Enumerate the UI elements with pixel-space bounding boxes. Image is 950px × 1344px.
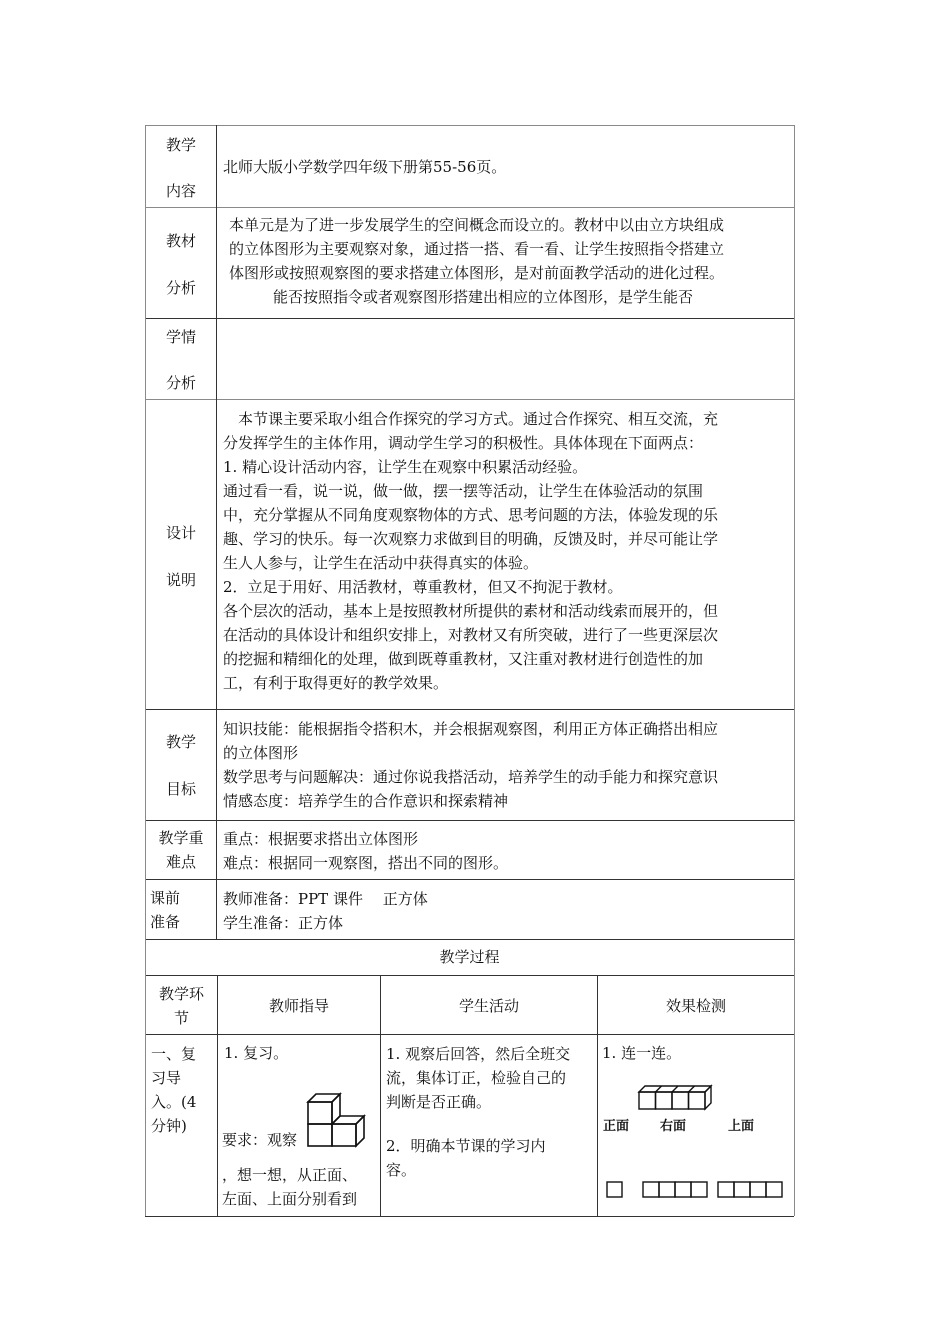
keypoints-line: 难点：根据同一观察图，搭出不同的图形。 bbox=[223, 854, 509, 872]
keypoints-text bbox=[223, 827, 508, 875]
goals-label-top: 教学 bbox=[165, 733, 196, 751]
textbook-label-bottom: 分析 bbox=[165, 279, 196, 297]
stage-line: 入。(4 bbox=[151, 1093, 197, 1111]
row-divider bbox=[145, 318, 794, 319]
student-text bbox=[386, 1042, 570, 1182]
design-explanation-text bbox=[223, 407, 718, 695]
stage-line: 一、复 bbox=[151, 1045, 197, 1063]
teacher-line: 左面、上面分别看到 bbox=[222, 1190, 358, 1208]
textbook-line: 体图形或按照观察图的要求搭建立体图形，是对前面教学活动的进化过程。 bbox=[229, 264, 725, 282]
design-line: 本节课主要采取小组合作探究的学习方式。通过合作探究、相互交流，充 bbox=[238, 410, 719, 428]
header-teacher: 教师指导 bbox=[268, 997, 329, 1015]
design-line: 在活动的具体设计和组织安排上，对教材又有所突破，进行了一些更深层次 bbox=[223, 626, 719, 644]
process-title: 教学过程 bbox=[439, 948, 500, 966]
teacher-item: 1. 复习。 bbox=[224, 1044, 289, 1062]
goals-label-bottom: 目标 bbox=[165, 780, 196, 798]
row-divider bbox=[145, 879, 794, 880]
row-divider bbox=[145, 1034, 794, 1035]
stage-text bbox=[151, 1042, 196, 1138]
table-bottom-border bbox=[145, 1216, 794, 1217]
textbook-line: 本单元是为了进一步发展学生的空间概念而设立的。教材中以由立方块组成 bbox=[229, 216, 725, 234]
textbook-analysis-text bbox=[229, 213, 724, 309]
design-line: 分发挥学生的主体作用，调动学生学习的积极性。具体体现在下面两点： bbox=[223, 434, 704, 452]
cube-figure bbox=[306, 1088, 366, 1148]
content-text: 北师大版小学数学四年级下册第55-56页。 bbox=[223, 158, 507, 176]
cube-row-icon bbox=[639, 1086, 711, 1109]
header-student: 学生活动 bbox=[458, 997, 519, 1015]
design-line: 中，充分掌握从不同角度观察物体的方式、思考问题的方法，体验发现的乐 bbox=[223, 506, 719, 524]
prep-label-bottom: 准备 bbox=[150, 913, 181, 931]
header-check: 效果检测 bbox=[665, 997, 726, 1015]
teacher-requirement: 要求：观察 bbox=[222, 1131, 298, 1149]
view-label-top: 上面 bbox=[728, 1119, 755, 1134]
row-divider bbox=[145, 709, 794, 710]
students-label-top: 学情 bbox=[165, 328, 196, 346]
view-label-front: 正面 bbox=[603, 1119, 630, 1134]
design-line: 2．立足于用好、用活教材，尊重教材，但又不拘泥于教材。 bbox=[223, 578, 623, 596]
design-line: 1. 精心设计活动内容，让学生在观察中积累活动经验。 bbox=[223, 458, 588, 476]
view-shapes bbox=[605, 1180, 785, 1200]
goals-line: 情感态度：培养学生的合作意识和探索精神 bbox=[223, 792, 509, 810]
table-top-border bbox=[145, 125, 794, 126]
keypoints-line: 重点：根据要求搭出立体图形 bbox=[223, 830, 419, 848]
textbook-line: 的立体图形为主要观察对象，通过搭一搭、看一看、让学生按照指令搭建立 bbox=[229, 240, 725, 258]
design-line: 通过看一看，说一说，做一做，摆一摆等活动，让学生在体验活动的氛围 bbox=[223, 482, 704, 500]
single-square-icon bbox=[607, 1182, 622, 1197]
design-line: 的挖掘和精细化的处理，做到既尊重教材，又注重对教材进行创造性的加 bbox=[223, 650, 704, 668]
student-line bbox=[386, 1114, 570, 1134]
design-label-bottom: 说明 bbox=[165, 571, 196, 589]
design-line: 趣、学习的快乐。每一次观察力求做到目的明确，反馈及时，并尽可能让学 bbox=[223, 530, 719, 548]
header-stage-bottom: 节 bbox=[173, 1009, 189, 1027]
design-line: 工，有利于取得更好的教学效果。 bbox=[223, 674, 449, 692]
row-divider bbox=[145, 207, 794, 208]
textbook-line: 能否按照指令或者观察图形搭建出相应的立体图形，是学生能否 bbox=[273, 288, 694, 306]
student-line: 1. 观察后回答，然后全班交 bbox=[386, 1045, 571, 1063]
goals-line: 的立体图形 bbox=[223, 744, 299, 762]
goals-text bbox=[223, 717, 718, 813]
check-item: 1. 连一连。 bbox=[602, 1044, 682, 1062]
view-label-right: 右面 bbox=[660, 1119, 687, 1134]
goals-line: 知识技能：能根据指令搭积木，并会根据观察图，利用正方体正确搭出相应 bbox=[223, 720, 719, 738]
label-column-divider bbox=[216, 125, 217, 939]
design-line: 各个层次的活动，基本上是按照教材所提供的素材和活动线索而展开的，但 bbox=[223, 602, 719, 620]
student-line: 容。 bbox=[386, 1161, 417, 1179]
keypoints-label-top: 教学重 bbox=[158, 829, 204, 847]
design-label-top: 设计 bbox=[165, 524, 196, 542]
prep-text bbox=[223, 887, 428, 935]
header-stage-top: 教学环 bbox=[158, 985, 204, 1003]
table-right-border bbox=[794, 125, 795, 1216]
design-line: 生人人参与，让学生在活动中获得真实的体验。 bbox=[223, 554, 539, 572]
keypoints-label-bottom: 难点 bbox=[165, 853, 196, 871]
prep-line: 教师准备：PPT 课件 正方体 bbox=[223, 890, 428, 908]
teacher-line: ，想一想，从正面、 bbox=[222, 1166, 358, 1184]
students-label-bottom: 分析 bbox=[165, 374, 196, 392]
row-divider bbox=[145, 820, 794, 821]
cube-stack-icon bbox=[308, 1094, 364, 1146]
content-label-top: 教学 bbox=[165, 136, 196, 154]
textbook-label-top: 教材 bbox=[165, 232, 196, 250]
content-label-bottom: 内容 bbox=[165, 182, 196, 200]
goals-line: 数学思考与问题解决：通过你说我搭活动，培养学生的动手能力和探究意识 bbox=[223, 768, 719, 786]
row-divider bbox=[145, 939, 794, 940]
four-squares-icon bbox=[718, 1182, 782, 1197]
prep-line: 学生准备：正方体 bbox=[223, 914, 344, 932]
student-line: 判断是否正确。 bbox=[386, 1093, 492, 1111]
row-divider bbox=[145, 399, 794, 400]
stage-line: 习导 bbox=[151, 1069, 182, 1087]
prep-label-top: 课前 bbox=[150, 889, 181, 907]
stage-line: 分钟) bbox=[151, 1117, 187, 1135]
teacher-text bbox=[222, 1163, 357, 1211]
student-line: 流，集体订正，检验自己的 bbox=[386, 1069, 567, 1087]
row-divider bbox=[145, 975, 794, 976]
student-line: 2．明确本节课的学习内 bbox=[386, 1137, 546, 1155]
four-squares-icon bbox=[643, 1182, 707, 1197]
cube-row-figure bbox=[637, 1084, 713, 1112]
